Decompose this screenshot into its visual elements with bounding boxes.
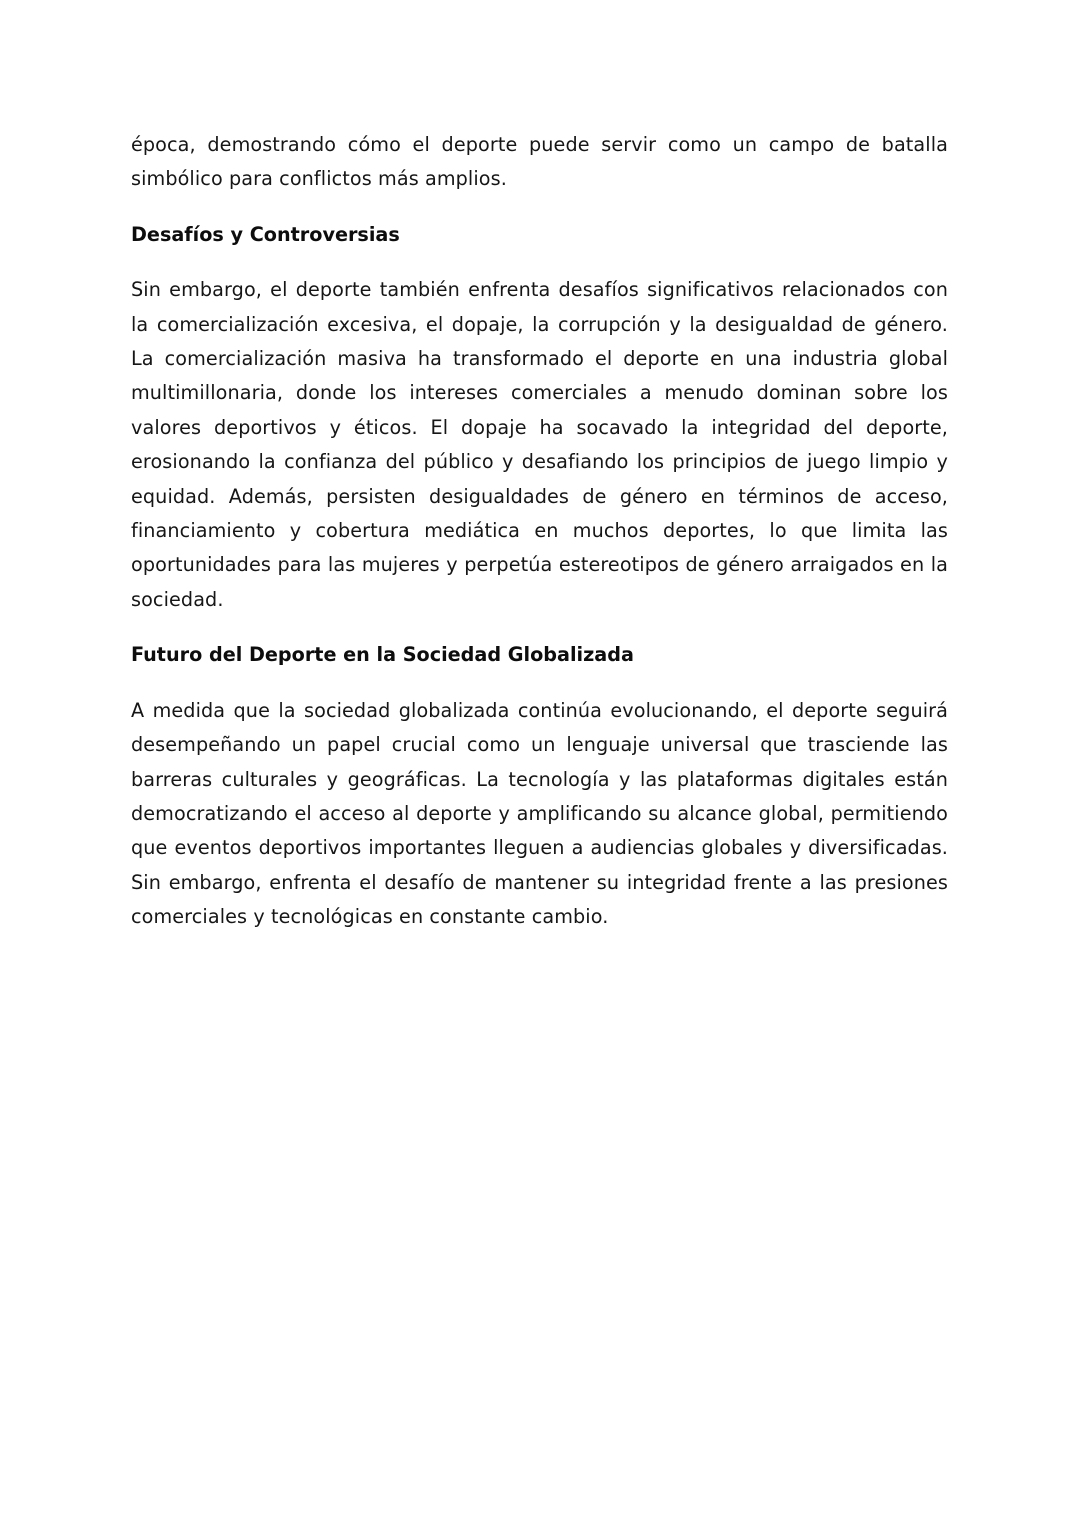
section-heading-futuro: Futuro del Deporte en la Sociedad Globalizada (131, 643, 634, 667)
document-body (131, 128, 948, 935)
section-paragraph-desafios: Sin embargo, el deporte también enfrenta desafíos significativos relacionados con la comercialización excesiva, el dopaje, la corrupción y la desigualdad de género. La comercialización masiva ha transformado el deporte en una industria global multimillonaria, donde los intereses comerciales a menudo dominan sobre los valores deportivos y éticos. El dopaje ha socavado la integridad del deporte, erosionando la confianza del público y desafiando los principios de juego limpio y equidad. Además, persisten desigualdades de género en términos de acceso, financiamiento y cobertura mediática en muchos deportes, lo que limita las oportunidades para las mujeres y perpetúa estereotipos de género arraigados en la sociedad. (131, 278, 948, 611)
section-paragraph-futuro: A medida que la sociedad globalizada continúa evolucionando, el deporte seguirá desempeñando un papel crucial como un lenguaje universal que trasciende las barreras culturales y geográficas. La tecnología y las plataformas digitales están democratizando el acceso al deporte y amplificando su alcance global, permitiendo que eventos deportivos importantes lleguen a audiencias globales y diversificadas. Sin embargo, enfrenta el desafío de mantener su integridad frente a las presiones comerciales y tecnológicas en constante cambio. (131, 698, 948, 929)
intro-paragraph: época, demostrando cómo el deporte puede servir como un campo de batalla simbólico para conflictos más amplios. (131, 133, 948, 191)
section-heading-desafios: Desafíos y Controversias (131, 222, 400, 246)
